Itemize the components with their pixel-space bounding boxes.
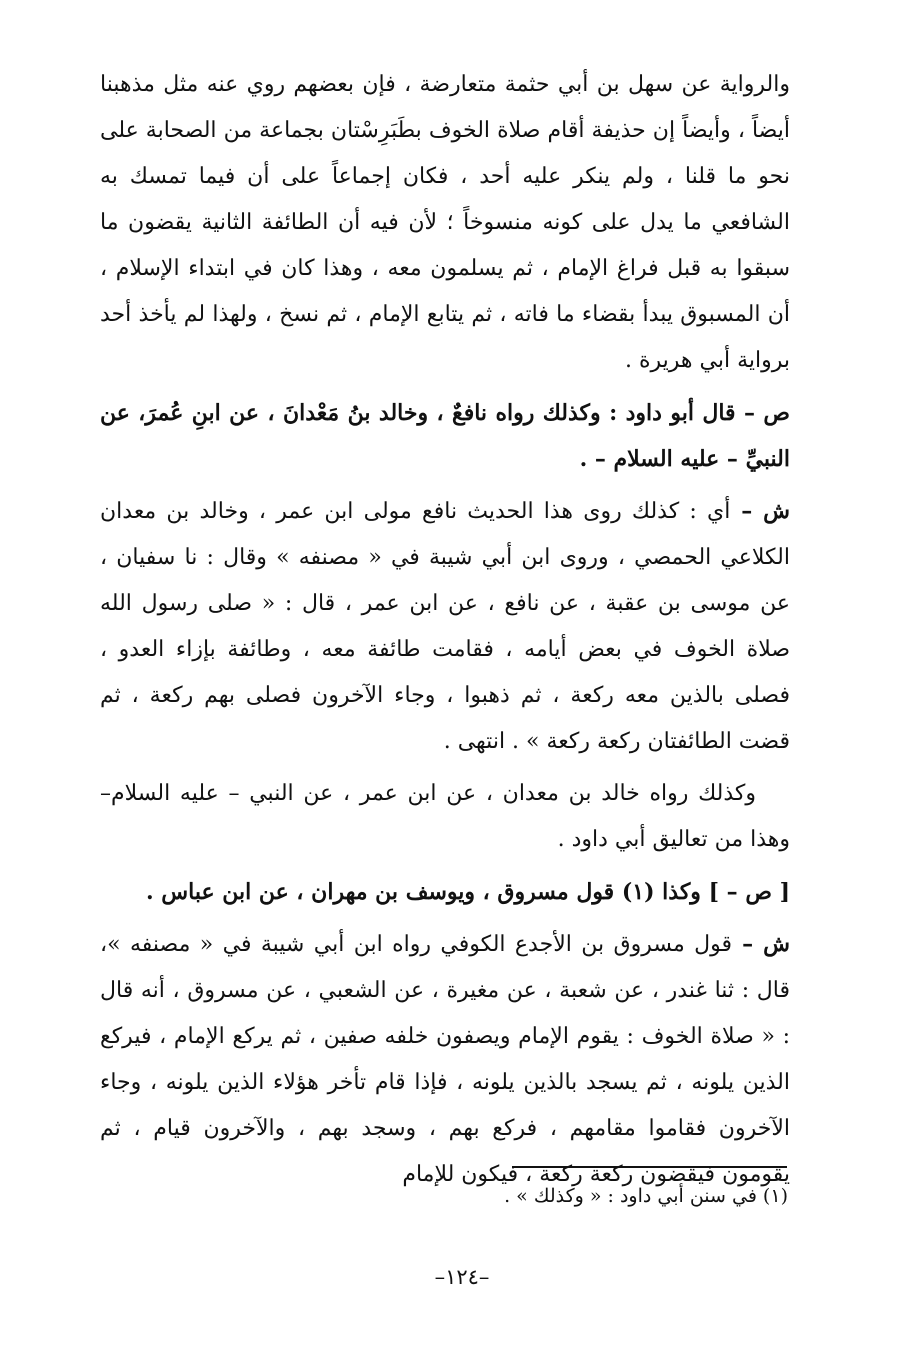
commentary-marker: ش – bbox=[730, 498, 790, 524]
paragraph-commentary-1: والرواية عن سهل بن أبي حثمة متعارضة ، فإن بعضهم روي عنه مثل مذهبنا أيضاً ، وأيضاً إن حذيفة أقام صلاة الخوف بطَبَرِسْتان بجماعة من الصحابة على نحو ما قلنا ، ولم ينكر عليه أحد ، فكان إجماعاً على أن فيما تمسك به الشافعي ما يدل على كونه منسوخاً ؛ لأن فيه أن الطائفة الثانية يقضون ما سبقوا به قبل فراغ الإمام ، ثم يسلمون معه ، وهذا كان في ابتداء الإسلام ، أن المسبوق يبدأ بقضاء ما فاته ، ثم يتابع الإمام ، ثم نسخ ، ولهذا لم يأخذ أحد برواية أبي هريرة . bbox=[100, 72, 790, 373]
commentary-text: قول مسروق بن الأجدع الكوفي رواه ابن أبي شيبة في « مصنفه »، قال : ثنا غندر ، عن شعبة ، عن مغيرة ، عن الشعبي ، عن مسروق ، أنه قال : « صلاة الخوف : يقوم الإمام ويصفون خلفه صفين ، ثم يركع الإمام ، فيركع الذين يلونه ، ثم يسجد بالذين يلونه ، فإذا قام تأخر هؤلاء الذين يلونه ، وجاء الآخرون فقاموا مقامهم ، فركع بهم ، وسجد بهم ، والآخرون قيام ، ثم يقومون فيقضون ركعة ركعة ، فيكون للإمام bbox=[100, 932, 790, 1187]
page-number: –١٢٤– bbox=[434, 1265, 490, 1289]
paragraph-commentary-3: وكذلك رواه خالد بن معدان ، عن ابن عمر ، عن النبي – عليه السلام– وهذا من تعاليق أبي داود . bbox=[100, 781, 790, 852]
paragraph-commentary-4 bbox=[100, 921, 790, 1198]
footnote: (١) في سنن أبي داود : « وكذلك » . bbox=[504, 1185, 788, 1207]
page-body bbox=[100, 62, 790, 1198]
commentary-text: أي : كذلك روى هذا الحديث نافع مولى ابن عمر ، وخالد بن معدان الكلاعي الحمصي ، وروى ابن أبي شيبة في « مصنفه » وقال : نا سفيان ، عن موسى بن عقبة ، عن نافع ، عن ابن عمر ، قال : « صلى رسول الله صلاة الخوف في بعض أيامه ، فقامت طائفة معه ، وطائفة بإزاء العدو ، فصلى بالذين معه ركعة ، ثم ذهبوا ، وجاء الآخرون فصلى بهم ركعة ، ثم قضت الطائفتان ركعة ركعة » . انتهى . bbox=[100, 499, 790, 754]
paragraph-text-2: [ ص – ] وكذا (١) قول مسروق ، ويوسف بن مهران ، عن ابن عباس . bbox=[145, 879, 790, 905]
footnote-divider bbox=[512, 1166, 787, 1168]
paragraph-commentary-2 bbox=[100, 488, 790, 765]
paragraph-text-1: ص – قال أبو داود : وكذلك رواه نافعٌ ، وخالد بنُ مَعْدانَ ، عن ابنِ عُمرَ، عن النبيِّ – عليه السلام – . bbox=[100, 400, 790, 472]
commentary-marker: ش – bbox=[732, 931, 790, 957]
